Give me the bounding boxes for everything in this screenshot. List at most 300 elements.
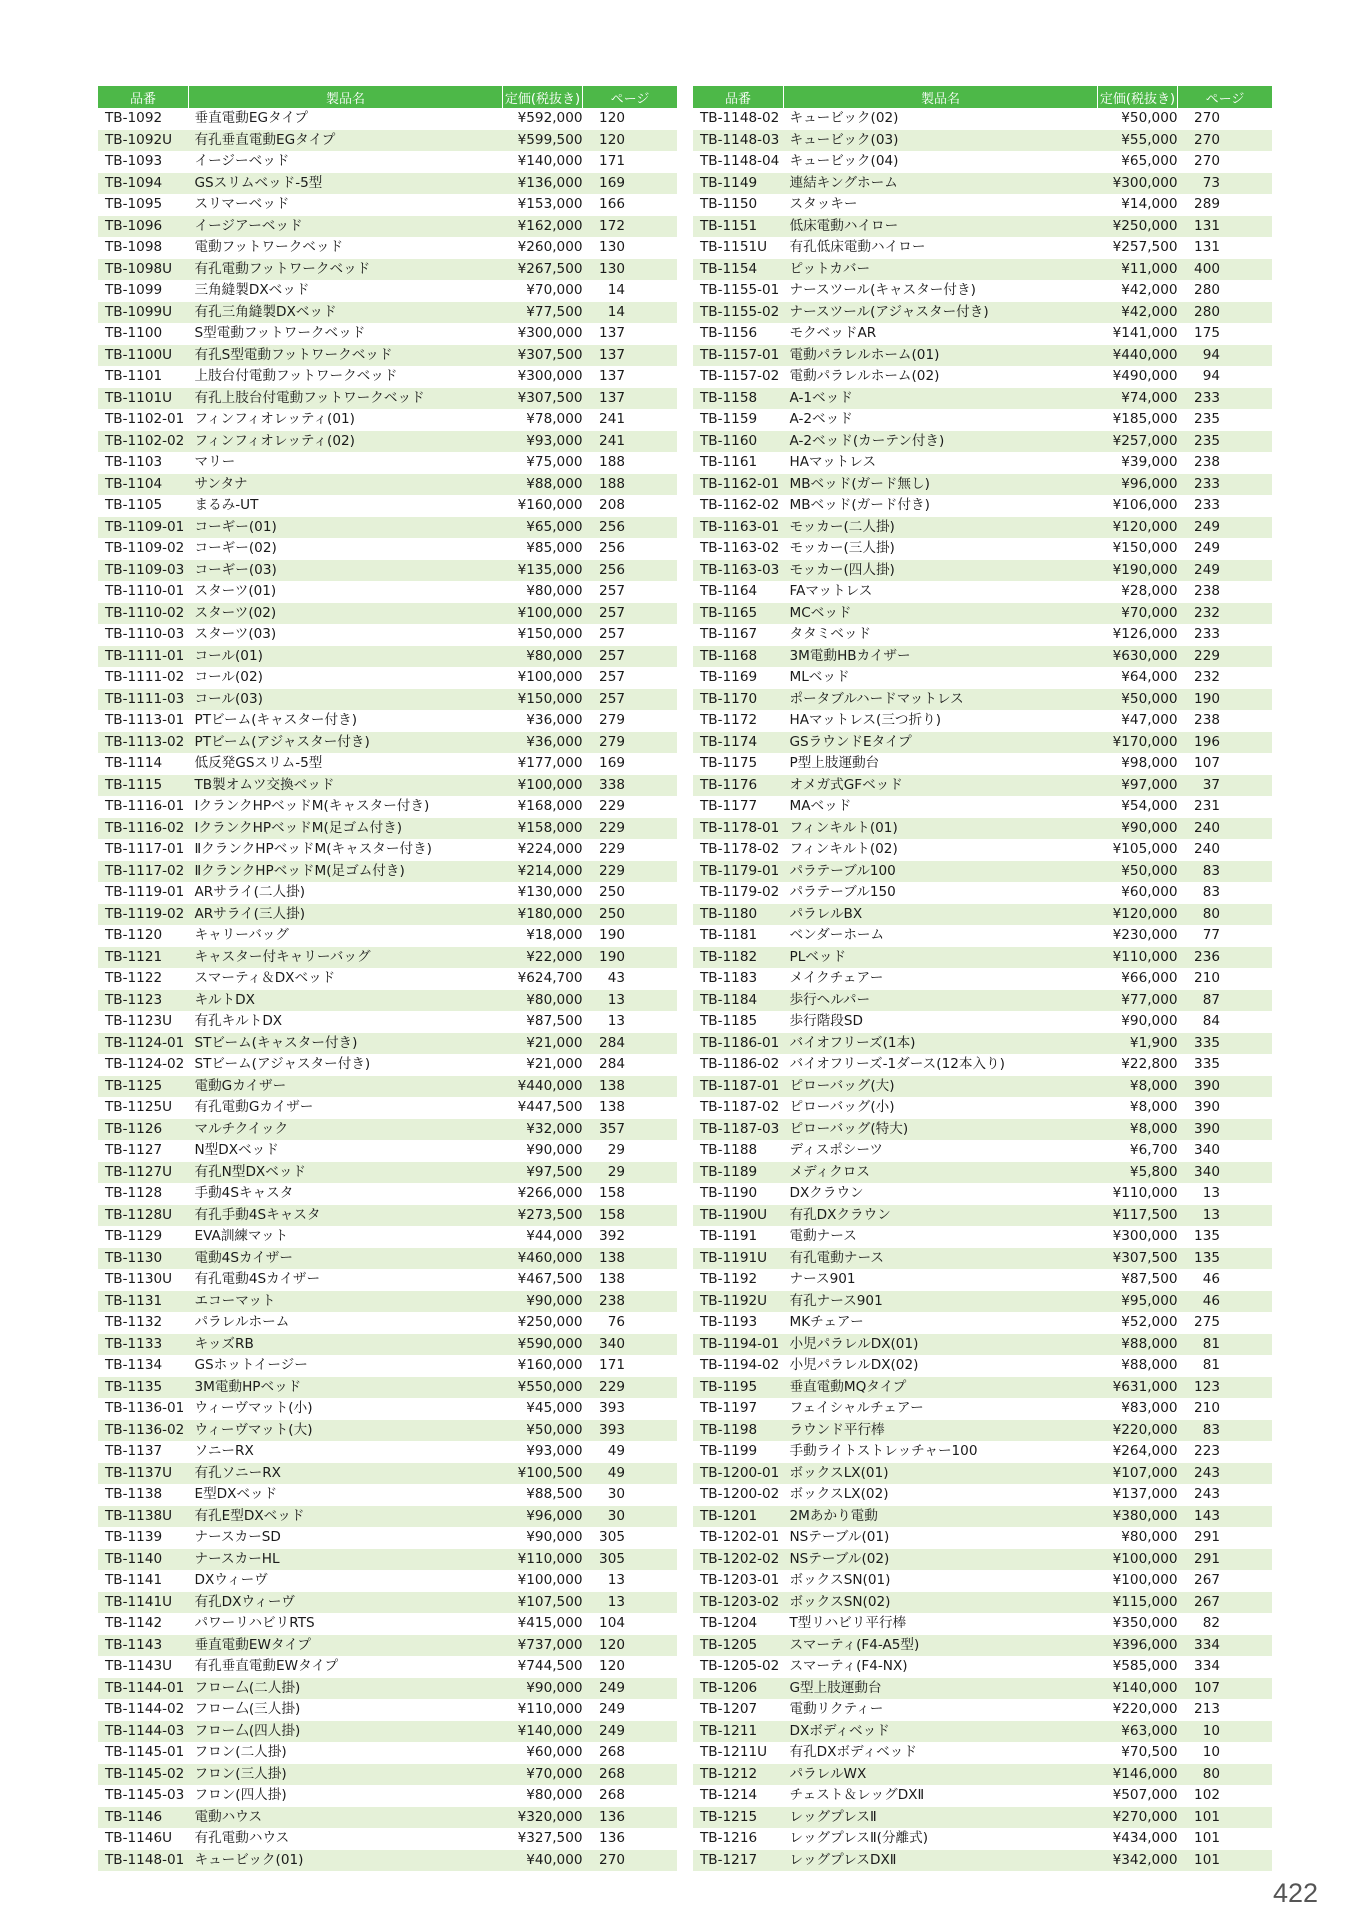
page-ref: 231: [1194, 798, 1220, 815]
page-ref: 249: [599, 1701, 625, 1718]
product-code: TB-1164: [700, 583, 758, 600]
product-name: ⅡクランクHPベッドM(足ゴム付き): [189, 861, 503, 883]
table-row: [98, 1613, 677, 1635]
product-name: A-2ベッド(カーテン付き): [784, 431, 1098, 453]
table-row: [693, 1678, 1272, 1700]
product-name: キャリーバッグ: [194, 927, 289, 944]
product-code: TB-1136-02: [98, 1420, 189, 1442]
list-price: ¥21,000: [526, 1056, 583, 1073]
page-ref: 158: [599, 1185, 625, 1202]
page-ref: 233: [1194, 626, 1220, 643]
list-price: ¥105,000: [1112, 841, 1178, 858]
page-ref: 136: [599, 1830, 625, 1847]
product-name: ボックスLX(02): [789, 1486, 889, 1503]
list-price: ¥550,000: [503, 1377, 583, 1399]
page-ref: 135: [1178, 1248, 1273, 1270]
table-row: [98, 1506, 677, 1528]
product-code: TB-1117-01: [105, 841, 185, 858]
product-name: NSテーブル(01): [789, 1529, 890, 1546]
table-row: [693, 538, 1272, 560]
product-name: ボックスLX(01): [784, 1463, 1098, 1485]
product-name: 有孔電動ナース: [784, 1248, 1098, 1270]
product-code: TB-1191U: [693, 1248, 784, 1270]
list-price: ¥90,000: [526, 1142, 583, 1159]
list-price: ¥85,000: [526, 540, 583, 557]
list-price: ¥8,000: [1098, 1119, 1178, 1141]
table-row: [98, 538, 677, 560]
product-name: NSテーブル(02): [784, 1549, 1098, 1571]
product-code: TB-1130: [98, 1248, 189, 1270]
product-code: TB-1144-02: [105, 1701, 185, 1718]
table-row: [693, 796, 1272, 818]
product-name: パワーリハビリRTS: [194, 1615, 315, 1632]
page-ref: 249: [1178, 560, 1273, 582]
product-name: 小児パラレルDX(02): [789, 1357, 919, 1374]
product-code: TB-1177: [700, 798, 758, 815]
table-row: [693, 581, 1272, 603]
product-name: フロン(二人掛): [194, 1744, 287, 1761]
table-row: [693, 1850, 1272, 1872]
product-code: TB-1192: [700, 1271, 758, 1288]
product-code: TB-1204: [700, 1615, 758, 1632]
list-price: ¥22,800: [1121, 1056, 1178, 1073]
product-name: パラテーブル100: [784, 861, 1098, 883]
product-name: サンタナ: [189, 474, 503, 496]
product-code: TB-1160: [693, 431, 784, 453]
product-code: TB-1217: [693, 1850, 784, 1872]
page-ref: 250: [599, 884, 625, 901]
table-row: [693, 861, 1272, 883]
product-code: TB-1183: [700, 970, 758, 987]
table-row: [98, 173, 677, 195]
list-price: ¥273,500: [503, 1205, 583, 1227]
product-code: TB-1126: [98, 1119, 189, 1141]
table-row: [98, 1721, 677, 1743]
product-code: TB-1145-02: [98, 1764, 189, 1786]
list-price: ¥65,000: [503, 517, 583, 539]
table-row: [98, 732, 677, 754]
product-name: STビーム(キャスター付き): [189, 1033, 503, 1055]
list-price: ¥440,000: [1098, 345, 1178, 367]
list-price: ¥100,500: [503, 1463, 583, 1485]
table-row: [693, 259, 1272, 281]
table-row: [98, 1033, 677, 1055]
product-name: 有孔電動ハウス: [194, 1830, 290, 1847]
product-code: TB-1143: [98, 1635, 189, 1657]
list-price: ¥8,000: [1129, 1099, 1178, 1116]
product-name: バイオフリーズ-1ダース(12本入り): [789, 1056, 1005, 1073]
product-name: 低床電動ハイロー: [784, 216, 1098, 238]
product-name: ポータブルハードマットレス: [784, 689, 1098, 711]
table-row: [98, 1097, 677, 1119]
page-ref: 137: [599, 368, 625, 385]
page-ref: 138: [599, 1099, 625, 1116]
list-price: ¥140,000: [503, 1721, 583, 1743]
list-price: ¥117,500: [1098, 1205, 1178, 1227]
table-row: [693, 1527, 1272, 1549]
product-code: TB-1205: [693, 1635, 784, 1657]
product-code: TB-1190: [700, 1185, 758, 1202]
page-ref: 249: [1178, 517, 1273, 539]
list-price: ¥45,000: [526, 1400, 583, 1417]
table-row: [693, 237, 1272, 259]
product-code: TB-1095: [105, 196, 163, 213]
product-name: 有孔DXクラウン: [784, 1205, 1098, 1227]
product-name: ナースツール(キャスター付き): [789, 282, 976, 299]
list-price: ¥130,000: [517, 884, 583, 901]
page-ref: 229: [583, 1377, 678, 1399]
product-name: バイオフリーズ(1本): [784, 1033, 1098, 1055]
page-ref: 235: [1178, 431, 1273, 453]
product-code: TB-1163-03: [693, 560, 784, 582]
product-name: ピローバッグ(特大): [784, 1119, 1098, 1141]
table-row: [98, 1484, 677, 1506]
product-name: ⅠクランクHPベッドM(足ゴム付き): [189, 818, 503, 840]
page-ref: 233: [1194, 497, 1220, 514]
page-ref: 137: [583, 345, 678, 367]
product-code: TB-1141: [105, 1572, 163, 1589]
table-row: [98, 1570, 677, 1592]
product-name: T型リハビリ平行棒: [789, 1615, 907, 1632]
list-price: ¥590,000: [503, 1334, 583, 1356]
list-price: ¥270,000: [1098, 1807, 1178, 1829]
list-price: ¥21,000: [503, 1033, 583, 1055]
product-code: TB-1146: [98, 1807, 189, 1829]
page-ref: 257: [599, 626, 625, 643]
product-code: TB-1109-03: [98, 560, 189, 582]
page-ref: 210: [1194, 1400, 1220, 1417]
list-price: ¥90,000: [503, 1678, 583, 1700]
list-price: ¥87,500: [1121, 1271, 1178, 1288]
table-row: [693, 1355, 1272, 1377]
list-price: ¥70,000: [526, 282, 583, 299]
table-row: [693, 1011, 1272, 1033]
list-price: ¥307,500: [503, 388, 583, 410]
product-code: TB-1105: [105, 497, 163, 514]
table-row: [98, 796, 677, 818]
page-ref: 393: [599, 1400, 625, 1417]
product-code: TB-1190U: [693, 1205, 784, 1227]
table-row: [693, 1785, 1272, 1807]
table-row: [98, 1334, 677, 1356]
list-price: ¥70,000: [503, 1764, 583, 1786]
product-code: TB-1127: [105, 1142, 163, 1159]
product-code: TB-1121: [98, 947, 189, 969]
page-ref: 268: [583, 1764, 678, 1786]
product-code: TB-1102-02: [98, 431, 189, 453]
page-ref: 238: [583, 1291, 678, 1313]
page-ref: 223: [1194, 1443, 1220, 1460]
list-price: ¥36,000: [503, 732, 583, 754]
table-row: [693, 1570, 1272, 1592]
table-row: [98, 646, 677, 668]
product-code: TB-1154: [693, 259, 784, 281]
page-ref: 233: [1178, 474, 1273, 496]
page-ref: 305: [599, 1529, 625, 1546]
list-price: ¥93,000: [526, 1443, 583, 1460]
list-price: ¥307,500: [503, 345, 583, 367]
table-row: [693, 388, 1272, 410]
product-code: TB-1113-01: [105, 712, 185, 729]
table-row: [98, 753, 677, 775]
product-name: キュービック(03): [784, 130, 1098, 152]
product-code: TB-1110-02: [98, 603, 189, 625]
page-ref: 279: [599, 712, 625, 729]
product-name: マルチクイック: [189, 1119, 503, 1141]
list-price: ¥90,000: [503, 1291, 583, 1313]
page-ref: 77: [1202, 927, 1220, 944]
page-ref: 229: [583, 861, 678, 883]
product-code: TB-1191: [700, 1228, 758, 1245]
list-price: ¥158,000: [503, 818, 583, 840]
list-price: ¥90,000: [1098, 818, 1178, 840]
product-code: TB-1128U: [98, 1205, 189, 1227]
product-name: ピローバッグ(大): [784, 1076, 1098, 1098]
product-name: GSスリムベッド-5型: [189, 173, 503, 195]
product-code: TB-1124-02: [105, 1056, 185, 1073]
list-price: ¥100,000: [517, 669, 583, 686]
table-row: [98, 947, 677, 969]
list-price: ¥307,500: [1098, 1248, 1178, 1270]
page-ref: 30: [607, 1486, 625, 1503]
page-ref: 250: [583, 904, 678, 926]
product-code: TB-1151: [693, 216, 784, 238]
table-row: [98, 560, 677, 582]
page-ref: 393: [583, 1420, 678, 1442]
page-ref: 334: [1178, 1635, 1273, 1657]
page-ref: 13: [583, 1592, 678, 1614]
product-code: TB-1188: [700, 1142, 758, 1159]
page-ref: 37: [1178, 775, 1273, 797]
page-ref: 390: [1178, 1076, 1273, 1098]
table-row: [693, 925, 1272, 947]
list-price: ¥434,000: [1112, 1830, 1178, 1847]
product-code: TB-1137: [105, 1443, 163, 1460]
table-row: [98, 624, 677, 646]
table-row: [693, 775, 1272, 797]
page-ref: 29: [583, 1162, 678, 1184]
product-name: イージアーベッド: [189, 216, 503, 238]
product-name: ナースカーHL: [189, 1549, 503, 1571]
product-name: パラテーブル150: [789, 884, 896, 901]
product-code: TB-1128: [105, 1185, 163, 1202]
list-price: ¥66,000: [1121, 970, 1178, 987]
product-code: TB-1201: [693, 1506, 784, 1528]
product-code: TB-1092: [105, 110, 163, 127]
product-name: 3M電動HPベッド: [189, 1377, 503, 1399]
page-ref: 210: [1194, 970, 1220, 987]
table-row: [98, 388, 677, 410]
list-price: ¥110,000: [1098, 947, 1178, 969]
product-code: TB-1144-01: [98, 1678, 189, 1700]
product-name: レッグプレスⅡ: [784, 1807, 1098, 1829]
page-ref: 137: [599, 325, 625, 342]
list-price: ¥80,000: [503, 646, 583, 668]
product-name: レッグプレスⅡ(分離式): [789, 1830, 929, 1847]
table-row: [693, 1334, 1272, 1356]
page-ref: 138: [583, 1248, 678, 1270]
page-ref: 232: [1178, 603, 1273, 625]
list-price: ¥74,000: [1098, 388, 1178, 410]
table-row: [98, 1441, 677, 1463]
list-price: ¥415,000: [517, 1615, 583, 1632]
table-row: [98, 775, 677, 797]
table-row: [693, 882, 1272, 904]
table-row: [693, 1248, 1272, 1270]
list-price: ¥100,000: [1112, 1572, 1178, 1589]
page-ref: 136: [583, 1807, 678, 1829]
table-header-row: [693, 86, 1272, 108]
list-price: ¥39,000: [1121, 454, 1178, 471]
table-body-left: [98, 108, 677, 1871]
product-code: TB-1102-01: [105, 411, 185, 428]
list-price: ¥80,000: [526, 583, 583, 600]
table-row: [693, 409, 1272, 431]
list-price: ¥100,000: [517, 1572, 583, 1589]
list-price: ¥83,000: [1121, 1400, 1178, 1417]
page-ref: 13: [607, 1013, 625, 1030]
table-row: [98, 1549, 677, 1571]
product-code: TB-1186-02: [700, 1056, 780, 1073]
table-row: [98, 1592, 677, 1614]
list-price: ¥490,000: [1112, 368, 1178, 385]
product-name: ウィーヴマット(小): [194, 1400, 313, 1417]
list-price: ¥630,000: [1098, 646, 1178, 668]
product-code: TB-1130U: [105, 1271, 173, 1288]
list-price: ¥90,000: [1121, 1013, 1178, 1030]
page-ref: 120: [583, 130, 678, 152]
list-price: ¥88,000: [503, 474, 583, 496]
page-ref: 256: [599, 540, 625, 557]
product-code: TB-1185: [700, 1013, 758, 1030]
product-name: ナース901: [789, 1271, 856, 1288]
product-name: 手動4Sキャスタ: [194, 1185, 294, 1202]
table-row: [98, 1226, 677, 1248]
product-name: 電動4Sカイザー: [189, 1248, 503, 1270]
page-ref: 243: [1194, 1486, 1220, 1503]
list-price: ¥257,000: [1098, 431, 1178, 453]
list-price: ¥78,000: [526, 411, 583, 428]
table-row: [98, 1828, 677, 1850]
page-ref: 268: [599, 1787, 625, 1804]
product-name: G型上肢運動台: [784, 1678, 1098, 1700]
page-ref: 270: [583, 1850, 678, 1872]
table-row: [693, 108, 1272, 130]
product-name: MBベッド(ガード無し): [784, 474, 1098, 496]
page-ref: 291: [1194, 1529, 1220, 1546]
product-name: チェスト＆レッグDXⅡ: [789, 1787, 925, 1804]
page-ref: 171: [599, 1357, 625, 1374]
page-ref: 13: [607, 1572, 625, 1589]
table-row: [98, 882, 677, 904]
product-code: TB-1167: [700, 626, 758, 643]
product-name: タタミベッド: [789, 626, 872, 643]
table-row: [98, 1119, 677, 1141]
table-row: [693, 624, 1272, 646]
list-price: ¥44,000: [526, 1228, 583, 1245]
table-row: [693, 1076, 1272, 1098]
product-name: ⅠクランクHPベッドM(キャスター付き): [194, 798, 430, 815]
product-name: 有孔N型DXベッド: [189, 1162, 503, 1184]
product-code: TB-1098U: [98, 259, 189, 281]
page-ref: 241: [599, 411, 625, 428]
product-code: TB-1162-02: [700, 497, 780, 514]
list-price: ¥140,000: [517, 153, 583, 170]
product-name: GSラウンドEタイプ: [784, 732, 1098, 754]
product-code: TB-1200-01: [693, 1463, 784, 1485]
table-row: [98, 302, 677, 324]
list-price: ¥60,000: [1121, 884, 1178, 901]
page-ref: 120: [599, 1658, 625, 1675]
page-ref: 84: [1202, 1013, 1220, 1030]
product-code: TB-1096: [98, 216, 189, 238]
page-ref: 233: [1178, 388, 1273, 410]
table-row: [98, 1011, 677, 1033]
table-row: [98, 280, 677, 302]
table-row: [98, 925, 677, 947]
product-name: マリー: [194, 454, 236, 471]
list-price: ¥266,000: [517, 1185, 583, 1202]
table-row: [693, 1463, 1272, 1485]
product-name: 電動パラレルホーム(01): [784, 345, 1098, 367]
product-code: TB-1151U: [700, 239, 768, 256]
header-code: 品番: [98, 86, 189, 108]
table-row: [98, 689, 677, 711]
list-price: ¥350,000: [1112, 1615, 1178, 1632]
product-code: TB-1117-02: [98, 861, 189, 883]
page-ref: 196: [1178, 732, 1273, 754]
table-row: [98, 1850, 677, 1872]
product-name: フィンキルト(02): [789, 841, 898, 858]
product-name: GSホットイージー: [194, 1357, 308, 1374]
table-row: [693, 1119, 1272, 1141]
table-row: [693, 1033, 1272, 1055]
product-name: ピットカバー: [784, 259, 1098, 281]
table-row: [693, 366, 1272, 388]
list-price: ¥320,000: [503, 1807, 583, 1829]
list-price: ¥100,000: [503, 603, 583, 625]
list-price: ¥467,500: [517, 1271, 583, 1288]
product-code: TB-1139: [105, 1529, 163, 1546]
list-price: ¥107,000: [1098, 1463, 1178, 1485]
list-price: ¥50,000: [1121, 110, 1178, 127]
table-row: [693, 968, 1272, 990]
list-price: ¥342,000: [1098, 1850, 1178, 1872]
list-price: ¥64,000: [1121, 669, 1178, 686]
list-price: ¥18,000: [526, 927, 583, 944]
table-row: [693, 1205, 1272, 1227]
product-name: キュービック(02): [789, 110, 899, 127]
table-row: [693, 130, 1272, 152]
table-row: [98, 108, 677, 130]
table-row: [693, 732, 1272, 754]
list-price: ¥96,000: [1098, 474, 1178, 496]
product-name: 三角縫製DXベッド: [194, 282, 310, 299]
table-row: [693, 431, 1272, 453]
list-price: ¥168,000: [517, 798, 583, 815]
table-row: [693, 216, 1272, 238]
product-code: TB-1175: [700, 755, 758, 772]
product-code: TB-1100U: [98, 345, 189, 367]
product-name: 有孔三角縫製DXベッド: [189, 302, 503, 324]
product-code: TB-1197: [700, 1400, 758, 1417]
product-code: TB-1179-02: [700, 884, 780, 901]
product-code: TB-1202-01: [700, 1529, 780, 1546]
page-ref: 238: [1194, 712, 1220, 729]
page-ref: 13: [583, 990, 678, 1012]
product-code: TB-1194-02: [700, 1357, 780, 1374]
product-name: モッカー(四人掛): [784, 560, 1098, 582]
